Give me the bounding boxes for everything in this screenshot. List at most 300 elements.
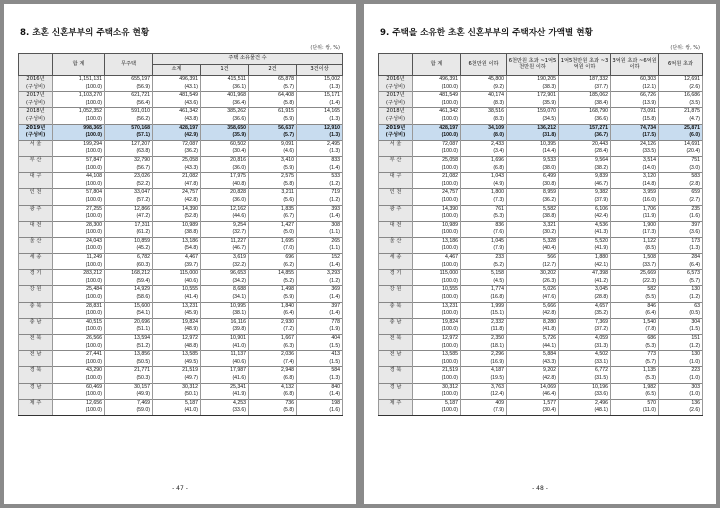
table-body (379, 76, 703, 416)
table-cell: (100.0) (53, 165, 105, 173)
table-row (379, 294, 703, 302)
table-cell: (63.8) (105, 148, 153, 156)
table-cell: (15.1) (461, 310, 507, 318)
table-cell: 5,026 (507, 286, 559, 294)
table-cell: (6.8) (461, 165, 507, 173)
table-cell: (1.4) (297, 213, 343, 221)
table-cell: 115,000 (413, 270, 461, 278)
table-row (379, 278, 703, 286)
table-cell: (59.0) (105, 407, 153, 415)
table-cell: (1.0) (659, 359, 703, 367)
table-cell: 159,070 (507, 108, 559, 116)
table-cell: 199,294 (53, 140, 105, 148)
table-cell: 655,197 (105, 76, 153, 84)
table-cell: (56.7) (105, 165, 153, 173)
table-cell: (100.0) (413, 391, 461, 399)
row-label: 서 울 (379, 140, 413, 148)
table-cell: 16,686 (659, 92, 703, 100)
table-cell: (47.2) (105, 213, 153, 221)
row-label (379, 310, 413, 318)
table-cell: (0.5) (659, 310, 703, 318)
table-cell: (8.3) (461, 116, 507, 124)
table-row (19, 326, 343, 334)
table-cell: 20,443 (559, 140, 611, 148)
table-cell: 38,516 (461, 108, 507, 116)
table-cell: (2.8) (659, 181, 703, 189)
table-cell: (7.3) (461, 197, 507, 205)
row-label (19, 197, 53, 205)
table-cell: 496,391 (153, 76, 201, 84)
table-cell: (33.6) (201, 407, 249, 415)
table-cell: (5.3) (611, 343, 659, 351)
table-cell: 223 (659, 367, 703, 375)
table-row (379, 383, 703, 391)
table-cell: 15,600 (105, 302, 153, 310)
table-cell: (12.7) (507, 262, 559, 270)
table-cell: 3,293 (297, 270, 343, 278)
row-label: 2016년 (19, 76, 53, 84)
row-label (379, 294, 413, 302)
table-cell: 57,847 (53, 156, 105, 164)
table-cell: (57.2) (105, 197, 153, 205)
table-cell: 3,045 (559, 286, 611, 294)
table-cell: 8,280 (507, 318, 559, 326)
table-row (19, 359, 343, 367)
table-cell: 11,227 (201, 237, 249, 245)
table-cell: (1.1) (297, 245, 343, 253)
table-row (379, 262, 703, 270)
table-cell: 9,202 (507, 367, 559, 375)
table-cell: (5.9) (249, 116, 297, 124)
table-cell: 1,774 (461, 286, 507, 294)
table-row (19, 84, 343, 92)
table-cell: (48.9) (153, 326, 201, 334)
table-cell: (4.5) (461, 278, 507, 286)
table-cell: 44,108 (53, 173, 105, 181)
table-cell: 14,069 (507, 383, 559, 391)
table-row (19, 181, 343, 189)
table-cell: 10,859 (105, 237, 153, 245)
table-cell: (15.8) (611, 116, 659, 124)
table-cell: 6,499 (507, 173, 559, 181)
table-cell: (36.2) (153, 148, 201, 156)
homeownership-table (18, 53, 343, 416)
table-row (19, 302, 343, 310)
table-cell: (7.4) (249, 359, 297, 367)
table-cell: 33,047 (105, 189, 153, 197)
table-cell: (6.4) (611, 310, 659, 318)
table-cell: (3.5) (659, 100, 703, 108)
table-cell: 4,467 (153, 254, 201, 262)
table-cell: (31.8) (507, 132, 559, 140)
table-cell: (30.2) (507, 229, 559, 237)
table-row (379, 237, 703, 245)
table-cell: (18.1) (461, 343, 507, 351)
table-cell: (31.3) (559, 343, 611, 351)
table-row (379, 124, 703, 132)
table-cell: 415,511 (201, 76, 249, 84)
table-row (379, 181, 703, 189)
table-cell: 5,187 (413, 399, 461, 407)
table-cell: 3,619 (201, 254, 249, 262)
table-cell: 25,669 (611, 270, 659, 278)
table-cell: 413 (297, 351, 343, 359)
table-cell: 12,972 (153, 335, 201, 343)
table-cell: (41.2) (559, 278, 611, 286)
table-row (379, 76, 703, 84)
col-header-group: 주택 소유물건 수 (153, 54, 343, 65)
table-cell: 14,390 (413, 205, 461, 213)
row-label: 제 주 (379, 399, 413, 407)
table-row (19, 156, 343, 164)
table-cell: 5,187 (153, 399, 201, 407)
table-row (379, 140, 703, 148)
table-cell: 16,116 (201, 318, 249, 326)
row-label (19, 359, 53, 367)
table-cell: (1.3) (297, 84, 343, 92)
table-cell: 4,502 (559, 351, 611, 359)
table-cell: 1,835 (249, 205, 297, 213)
table-cell: (50.1) (153, 391, 201, 399)
table-cell: 12,691 (659, 76, 703, 84)
table-cell: 9,839 (559, 173, 611, 181)
table-cell: 1,577 (507, 399, 559, 407)
table-cell: (7.9) (461, 245, 507, 253)
row-label (379, 278, 413, 286)
table-cell: 4,536 (559, 221, 611, 229)
table-cell: 17,311 (105, 221, 153, 229)
table-cell: (56.2) (105, 116, 153, 124)
table-cell: 56,637 (249, 124, 297, 132)
table-cell: (100.0) (413, 116, 461, 124)
table-cell: 63 (659, 302, 703, 310)
table-cell: 60,502 (201, 140, 249, 148)
row-label: 울 산 (379, 237, 413, 245)
table-cell: (1.5) (297, 343, 343, 351)
table-cell: (100.0) (53, 197, 105, 205)
table-cell: (36.4) (201, 100, 249, 108)
table-cell: (5.7) (249, 132, 297, 140)
table-cell: 1,696 (461, 156, 507, 164)
table-cell: (5.9) (249, 294, 297, 302)
table-row (379, 351, 703, 359)
table-cell: 136,212 (507, 124, 559, 132)
table-row (19, 165, 343, 173)
table-cell: (100.0) (413, 359, 461, 367)
table-cell: (100.0) (53, 310, 105, 318)
table-cell: (40.6) (153, 278, 201, 286)
table-cell: 12,162 (201, 205, 249, 213)
table-cell: 20,816 (201, 156, 249, 164)
table-cell: (28.4) (559, 148, 611, 156)
table-cell: (52.8) (153, 213, 201, 221)
table-cell: (50.3) (105, 375, 153, 383)
table-cell: (12.1) (611, 84, 659, 92)
table-cell: (57.1) (105, 132, 153, 140)
table-cell: (38.3) (507, 84, 559, 92)
table-cell: (41.0) (201, 343, 249, 351)
table-cell: 1,800 (461, 189, 507, 197)
table-cell: 14,165 (297, 108, 343, 116)
table-row (19, 140, 343, 148)
table-cell: 3,514 (611, 156, 659, 164)
table-cell: (42.8) (153, 197, 201, 205)
table-cell: 74,734 (611, 124, 659, 132)
table-row (379, 359, 703, 367)
table-cell: 6,106 (559, 205, 611, 213)
table-cell: 25,871 (659, 124, 703, 132)
table-cell: (38.2) (559, 165, 611, 173)
row-label: (구성비) (379, 116, 413, 124)
table-cell: (46.4) (507, 391, 559, 399)
row-label: 대 구 (19, 173, 53, 181)
row-label: (구성비) (379, 100, 413, 108)
table-cell: (17.3) (611, 229, 659, 237)
left-page (4, 4, 356, 504)
table-cell: 13,856 (105, 351, 153, 359)
table-cell: 168,212 (105, 270, 153, 278)
row-label (379, 407, 413, 415)
table-cell: 57,804 (53, 189, 105, 197)
table-cell: (6.2) (249, 262, 297, 270)
table-cell: (7.8) (611, 326, 659, 334)
table-row (379, 205, 703, 213)
table-cell: (100.0) (413, 148, 461, 156)
table-cell: (14.8) (611, 181, 659, 189)
row-label: 세 종 (19, 254, 53, 262)
table-cell: 10,989 (413, 221, 461, 229)
table-cell: 773 (611, 351, 659, 359)
table-cell: 190,205 (507, 76, 559, 84)
table-cell: 66,726 (611, 92, 659, 100)
table-cell: 173 (659, 237, 703, 245)
row-label: 부 산 (379, 156, 413, 164)
table-cell: (49.7) (153, 375, 201, 383)
table-cell: (41.6) (201, 375, 249, 383)
row-label: 제 주 (19, 399, 53, 407)
table-cell: 10,196 (559, 383, 611, 391)
table-cell: (16.8) (461, 294, 507, 302)
table-row (379, 84, 703, 92)
table-cell: (5.2) (249, 278, 297, 286)
row-label (379, 245, 413, 253)
table-row (379, 245, 703, 253)
table-cell: 7,369 (559, 318, 611, 326)
row-label (379, 326, 413, 334)
row-label: 전 북 (379, 335, 413, 343)
table-cell: (1.3) (297, 116, 343, 124)
table-cell: (4.9) (461, 181, 507, 189)
table-cell: (14.0) (611, 165, 659, 173)
table-cell: (41.3) (559, 229, 611, 237)
table-cell: 8,688 (201, 286, 249, 294)
table-cell: 461,342 (413, 108, 461, 116)
table-cell: 14,855 (249, 270, 297, 278)
table-cell: (100.0) (413, 213, 461, 221)
table-cell: (100.0) (53, 326, 105, 334)
table-cell: 25,058 (413, 156, 461, 164)
row-label (19, 148, 53, 156)
table-cell: 998,365 (53, 124, 105, 132)
table-cell: (100.0) (413, 245, 461, 253)
table-cell: (35.2) (559, 310, 611, 318)
table-cell: 6,573 (659, 270, 703, 278)
table-cell: (50.5) (105, 359, 153, 367)
table-cell: (1.6) (659, 213, 703, 221)
table-cell: (19.5) (461, 375, 507, 383)
row-label: 경 북 (19, 367, 53, 375)
row-label (19, 278, 53, 286)
table-row (19, 351, 343, 359)
row-label: 부 산 (19, 156, 53, 164)
table-cell: 10,995 (201, 302, 249, 310)
table-cell: (42.1) (559, 262, 611, 270)
table-cell: (1.6) (297, 407, 343, 415)
table-cell: 583 (659, 173, 703, 181)
table-cell: 14,929 (105, 286, 153, 294)
row-label: 강 원 (379, 286, 413, 294)
row-label: 2018년 (379, 108, 413, 116)
table-cell: (5.2) (461, 262, 507, 270)
table-cell: (43.1) (153, 84, 201, 92)
table-cell: 4,253 (201, 399, 249, 407)
table-cell: (58.6) (105, 294, 153, 302)
table-cell: (100.0) (53, 148, 105, 156)
table-cell: (100.0) (53, 229, 105, 237)
table-cell: 284 (659, 254, 703, 262)
table-row (19, 221, 343, 229)
table-row (19, 383, 343, 391)
table-cell: 21,519 (153, 367, 201, 375)
table-cell: (30.8) (507, 181, 559, 189)
col-header-two: 2건 (249, 65, 297, 76)
table-cell: 10,395 (507, 140, 559, 148)
table-cell: 2,948 (249, 367, 297, 375)
table-cell: 13,186 (153, 237, 201, 245)
table-cell: (34.1) (201, 294, 249, 302)
col-header-band-1: 6천만원 이하 (461, 54, 507, 76)
table-cell: (100.0) (53, 391, 105, 399)
table-cell: 60,469 (53, 383, 105, 391)
table-cell: (47.6) (507, 294, 559, 302)
table-cell: 1,135 (611, 367, 659, 375)
unit-label: (단위: 쌍, %) (670, 45, 700, 51)
table-cell: 61,915 (249, 108, 297, 116)
table-cell: 696 (249, 254, 297, 262)
table-cell: (7.9) (461, 407, 507, 415)
table-cell: (36.6) (559, 116, 611, 124)
row-label: 서 울 (19, 140, 53, 148)
table-cell: 19,824 (153, 318, 201, 326)
table-cell: (33.6) (559, 391, 611, 399)
table-row (379, 229, 703, 237)
table-cell: 27,255 (53, 205, 105, 213)
table-cell: 1,508 (611, 254, 659, 262)
table-row (19, 213, 343, 221)
table-cell: (3.4) (461, 148, 507, 156)
table-cell: (36.0) (201, 165, 249, 173)
table-cell: (30.4) (201, 148, 249, 156)
table-row (19, 205, 343, 213)
table-cell: (5.7) (249, 84, 297, 92)
table-cell: 404 (297, 335, 343, 343)
table-row (379, 270, 703, 278)
table-cell: 481,549 (413, 92, 461, 100)
table-cell: (38.8) (507, 213, 559, 221)
table-cell: 14,390 (153, 205, 201, 213)
table-cell: 9,564 (559, 156, 611, 164)
row-label (379, 197, 413, 205)
table-cell: 1,540 (611, 318, 659, 326)
table-cell: 736 (249, 399, 297, 407)
table-cell: (45.2) (105, 245, 153, 253)
table-cell: 17,987 (201, 367, 249, 375)
table-cell: (49.5) (153, 359, 201, 367)
table-cell: 2,036 (249, 351, 297, 359)
table-cell: (42.8) (507, 375, 559, 383)
table-cell: 9,382 (559, 189, 611, 197)
row-label (379, 181, 413, 189)
row-label: 2019년 (379, 124, 413, 132)
row-label (379, 229, 413, 237)
table-cell: 23,026 (105, 173, 153, 181)
table-cell: (42.4) (559, 213, 611, 221)
table-cell: 24,043 (53, 237, 105, 245)
row-label (19, 181, 53, 189)
table-cell: (1.0) (659, 391, 703, 399)
row-label: 대 전 (379, 221, 413, 229)
table-cell: 8,959 (507, 189, 559, 197)
row-label (379, 343, 413, 351)
row-label: 2017년 (379, 92, 413, 100)
table-cell: 11,249 (53, 254, 105, 262)
table-cell: (1.2) (297, 197, 343, 205)
table-cell: (11.0) (611, 407, 659, 415)
table-cell: (31.5) (559, 375, 611, 383)
row-label: 전 북 (19, 335, 53, 343)
table-cell: 846 (611, 302, 659, 310)
table-row (19, 262, 343, 270)
row-label (19, 213, 53, 221)
table-cell: (14.4) (507, 148, 559, 156)
table-cell: 13,186 (413, 237, 461, 245)
table-cell: (36.2) (507, 197, 559, 205)
table-cell: 1,982 (611, 383, 659, 391)
table-cell: 1,151,131 (53, 76, 105, 84)
table-cell: (16.0) (611, 197, 659, 205)
table-cell: 397 (659, 221, 703, 229)
table-cell: (1.3) (297, 132, 343, 140)
table-row (19, 237, 343, 245)
row-label: 전 남 (379, 351, 413, 359)
col-header-three-plus: 3건이상 (297, 65, 343, 76)
table-cell: 2,296 (461, 351, 507, 359)
col-header-total: 합 계 (413, 54, 461, 76)
row-label: 경 기 (19, 270, 53, 278)
table-cell: (100.0) (413, 375, 461, 383)
table-cell: (5.9) (249, 165, 297, 173)
table-row (19, 375, 343, 383)
table-cell: 4,657 (559, 302, 611, 310)
table-cell: (61.2) (105, 229, 153, 237)
table-cell: (52.2) (105, 181, 153, 189)
row-label: (구성비) (19, 116, 53, 124)
table-cell: 47,398 (559, 270, 611, 278)
row-label: 충 남 (19, 318, 53, 326)
table-row (379, 407, 703, 415)
table-cell: (41.8) (507, 326, 559, 334)
table-cell: 5,582 (507, 205, 559, 213)
